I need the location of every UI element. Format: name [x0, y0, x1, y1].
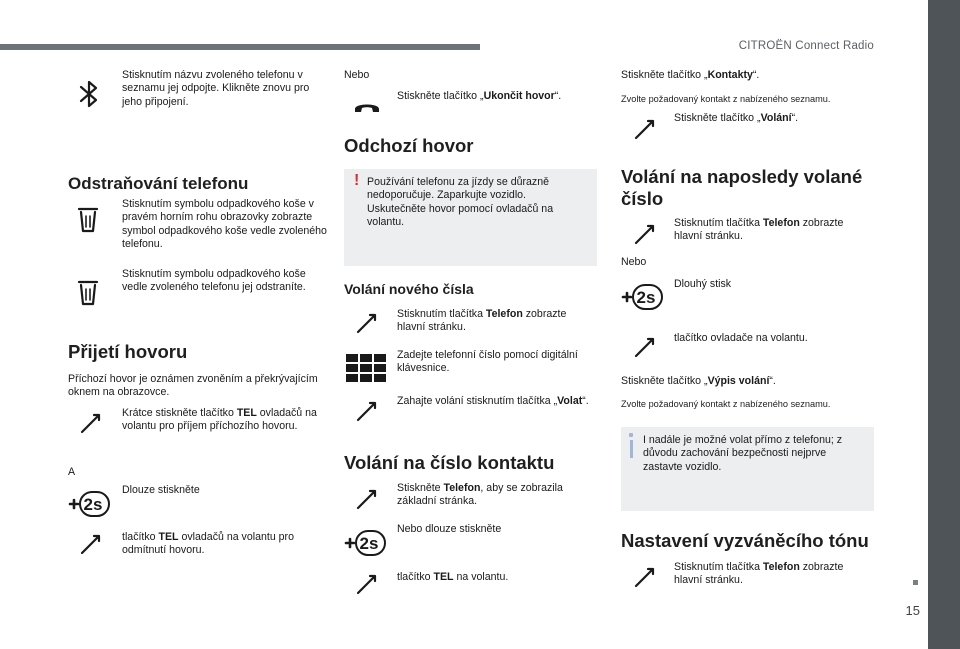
header-rule [0, 44, 480, 50]
new-step-1: Stisknutím tlačítka Telefon zobrazte hlavní stránku. [397, 308, 567, 334]
section-title-call-contact: Volání na číslo kontaktu [344, 452, 555, 473]
long-press-2s-icon [68, 489, 112, 519]
warning-box [344, 169, 597, 266]
phone-handset-icon [80, 533, 102, 555]
phone-handset-icon [80, 412, 102, 434]
long-press-text: Dlouze stiskněte [122, 484, 200, 496]
trash-icon [78, 280, 98, 306]
phone-handset-icon [356, 400, 378, 422]
phone-handset-icon [634, 336, 656, 358]
remove-step-1: Stisknutím symbolu odpadkového koše v pravém horním rohu obrazovky zobrazte symbol odpadkového koše vedle zvoleného telefonu. [122, 198, 327, 251]
brand-header: CITROËN Connect Radio [738, 40, 874, 52]
warning-text: Používání telefonu za jízdy se důrazně nedoporučuje. Zaparkujte vozidlo. Uskutečněte hovor pomocí ovladačů na volantu. [367, 176, 554, 229]
remove-step-2: Stisknutím symbolu odpadkového koše vedle zvoleného telefonu jej odstraníte. [122, 268, 306, 294]
accept-intro: Příchozí hovor je oznámen zvoněním a překrývajícím oknem na obrazovce. [68, 373, 318, 399]
page-marker [913, 580, 918, 585]
call-list-step: Stiskněte tlačítko „Výpis volání“. [621, 375, 776, 387]
recent-step-1: Stisknutím tlačítka Telefon zobrazte hlavní stránku. [674, 217, 844, 243]
side-bar [928, 0, 960, 649]
bluetooth-text: Stisknutím názvu zvoleného telefonu v seznamu jej odpojte. Klikněte znovu pro jeho připojení. [122, 69, 310, 108]
svg-text:2s: 2s [83, 495, 103, 514]
section-title-ringtone: Nastavení vyzváněcího tónu [621, 530, 869, 551]
long-press-2s-icon [344, 528, 388, 558]
contact-step-2: Nebo dlouze stiskněte [397, 523, 502, 535]
section-title-outgoing-call: Odchozí hovor [344, 135, 474, 156]
info-icon-dot [629, 433, 633, 437]
choose-contact-2: Zvolte požadovaný kontakt z nabízeného seznamu. [621, 399, 831, 409]
section-title-new-number: Volání nového čísla [344, 281, 474, 297]
section-title-accept-call: Přijetí hovoru [68, 341, 188, 362]
and-label: A [68, 466, 76, 478]
phone-handset-icon [356, 573, 378, 595]
hang-up-icon [354, 100, 380, 114]
call-step: Stiskněte tlačítko „Volání“. [674, 112, 799, 124]
ringtone-step-1: Stisknutím tlačítka Telefon zobrazte hlavní stránku. [674, 561, 844, 587]
page-number: 15 [905, 603, 920, 618]
info-box [621, 427, 874, 511]
phone-handset-icon [356, 312, 378, 334]
new-step-3: Zahajte volání stisknutím tlačítka „Volat“. [397, 395, 589, 407]
phone-handset-icon [356, 488, 378, 510]
contact-step-3: tlačítko TEL na volantu. [397, 571, 509, 583]
new-step-2: Zadejte telefonní číslo pomocí digitální klávesnice. [397, 349, 578, 375]
section-title-recent-number: Volání na naposledy volané číslo [621, 166, 863, 209]
long-press-text: Dlouhý stisk [674, 278, 732, 290]
phone-handset-icon [634, 223, 656, 245]
trash-icon [78, 207, 98, 233]
bluetooth-icon [78, 78, 100, 110]
or-label: Nebo [621, 256, 647, 268]
info-icon [630, 440, 633, 458]
choose-contact-1: Zvolte požadovaný kontakt z nabízeného seznamu. [621, 94, 831, 104]
phone-handset-icon [634, 118, 656, 140]
end-call-step: Stiskněte tlačítko „Ukončit hovor“. [397, 90, 562, 102]
keypad-icon [346, 354, 386, 382]
wheel-step: tlačítko ovladače na volantu. [674, 332, 808, 344]
warning-icon: ! [354, 172, 360, 189]
accept-step-1: Krátce stiskněte tlačítko TEL ovladačů na volantu pro příjem příchozího hovoru. [122, 407, 317, 433]
section-title-remove-phone: Odstraňování telefonu [68, 174, 249, 193]
phone-handset-icon [634, 566, 656, 588]
or-label: Nebo [344, 69, 370, 81]
svg-text:2s: 2s [636, 288, 656, 307]
contacts-step: Stiskněte tlačítko „Kontakty“. [621, 69, 760, 81]
long-press-2s-icon [621, 282, 665, 312]
contact-step-1: Stiskněte Telefon, aby se zobrazila základní stránka. [397, 482, 563, 508]
reject-step: tlačítko TEL ovladačů na volantu pro odmítnutí hovoru. [122, 531, 294, 557]
info-text: I nadále je možné volat přímo z telefonu; z důvodu zachování bezpečnosti nejprve zastavte vozidlo. [643, 434, 843, 473]
svg-text:2s: 2s [359, 534, 379, 553]
